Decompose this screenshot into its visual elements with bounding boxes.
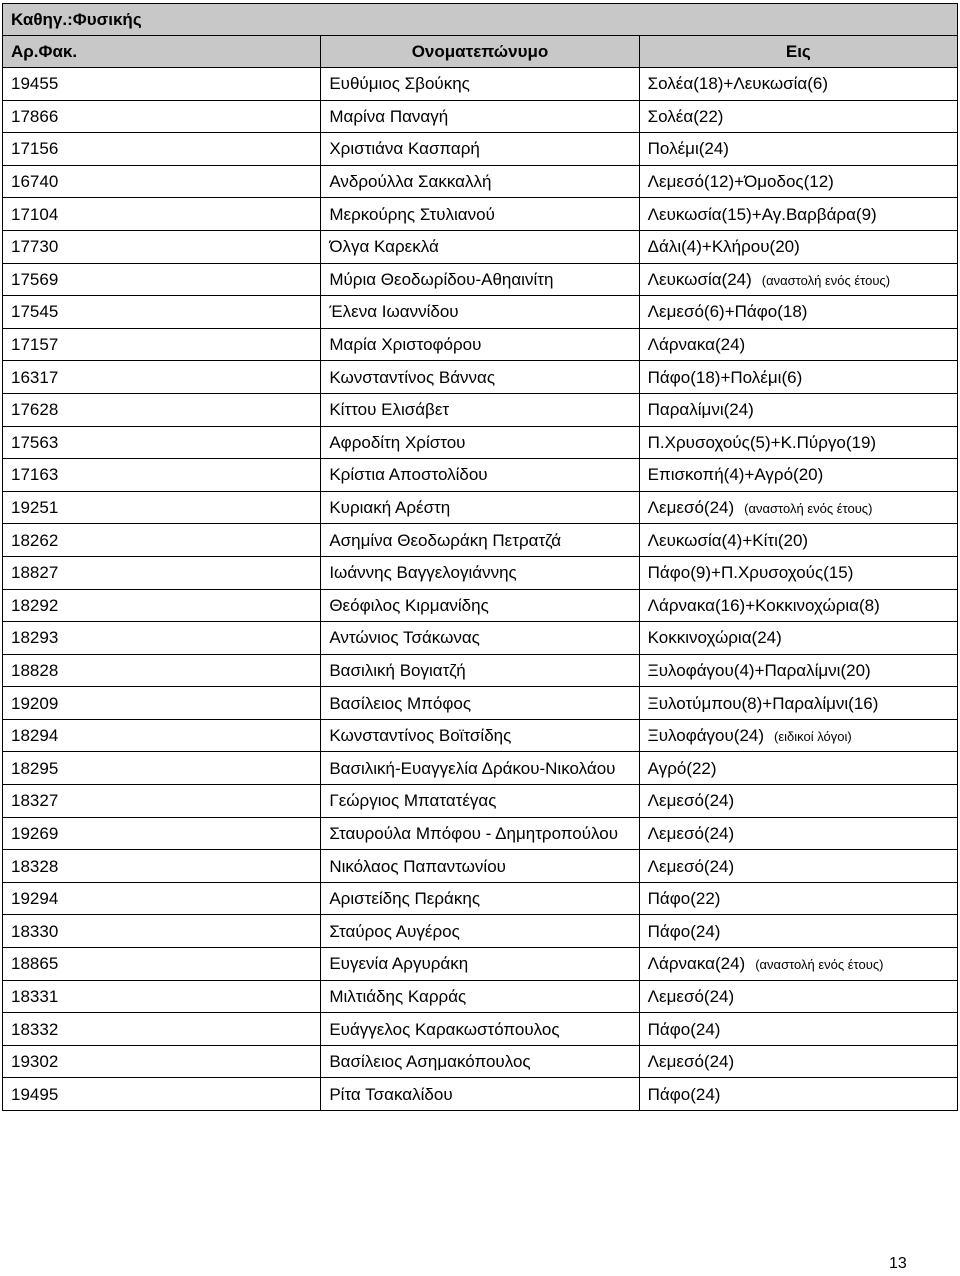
file-number-cell: 18328 [3, 850, 321, 883]
destination-text: Λεμεσό(12)+Όμοδος(12) [647, 172, 834, 192]
table-row [3, 1013, 958, 1046]
destination-cell [639, 296, 957, 329]
full-name-cell: Βασιλική-Ευαγγελία Δράκου-Νικολάου [321, 752, 639, 785]
file-number-cell: 18827 [3, 556, 321, 589]
full-name-cell: Μαρίνα Παναγή [321, 100, 639, 133]
file-number-cell: 18327 [3, 785, 321, 818]
table-row [3, 850, 958, 883]
file-number-cell: 19302 [3, 1045, 321, 1078]
file-number-cell: 16740 [3, 165, 321, 198]
destination-text: Πάφο(24) [647, 1019, 721, 1039]
table-row [3, 980, 958, 1013]
table-row [3, 915, 958, 948]
destination-text: Σολέα(22) [647, 106, 724, 126]
full-name-cell: Κίττου Ελισάβετ [321, 393, 639, 426]
full-name-cell: Βασίλειος Ασημακόπουλος [321, 1045, 639, 1078]
destination-text: Πάφο(9)+Π.Χρυσοχούς(15) [647, 563, 854, 583]
destination-cell [639, 491, 957, 524]
destination-cell [639, 68, 957, 101]
table-row [3, 296, 958, 329]
destination-text: Λάρνακα(16)+Κοκκινοχώρια(8) [647, 595, 880, 615]
table-row [3, 654, 958, 687]
destination-cell [639, 459, 957, 492]
table-row [3, 589, 958, 622]
full-name-cell: Κωνσταντίνος Βοϊτσίδης [321, 719, 639, 752]
destination-text: Πάφο(18)+Πολέμι(6) [647, 367, 803, 387]
full-name-cell: Κωνσταντίνος Βάννας [321, 361, 639, 394]
file-number-cell: 19269 [3, 817, 321, 850]
file-number-cell: 18865 [3, 948, 321, 981]
table-row [3, 68, 958, 101]
file-number-cell: 18295 [3, 752, 321, 785]
full-name-cell: Σταύρος Αυγέρος [321, 915, 639, 948]
table-body [3, 4, 958, 1111]
destination-cell [639, 1078, 957, 1111]
full-name-cell: Μιλτιάδης Καρράς [321, 980, 639, 1013]
destination-text: Σολέα(18)+Λευκωσία(6) [647, 74, 829, 94]
destination-text: Αγρό(22) [647, 758, 717, 778]
table-row [3, 426, 958, 459]
file-number-cell: 17163 [3, 459, 321, 492]
table-row [3, 263, 958, 296]
file-number-cell: 17628 [3, 393, 321, 426]
destination-text: Πάφο(24) [647, 921, 721, 941]
full-name-cell: Βασιλική Βογιατζή [321, 654, 639, 687]
file-number-cell: 19209 [3, 687, 321, 720]
destination-cell [639, 524, 957, 557]
destination-cell [639, 915, 957, 948]
full-name-cell: Αντώνιος Τσάκωνας [321, 622, 639, 655]
destination-cell [639, 654, 957, 687]
category-label: Καθηγ.:Φυσικής [3, 4, 958, 36]
destination-text: Δάλι(4)+Κλήρου(20) [647, 237, 800, 257]
destination-text: Λεμεσό(6)+Πάφο(18) [647, 302, 808, 322]
destination-cell [639, 948, 957, 981]
table-row [3, 459, 958, 492]
table-row [3, 556, 958, 589]
destination-cell [639, 622, 957, 655]
destination-text: Ξυλοφάγου(4)+Παραλίμνι(20) [647, 660, 871, 680]
file-number-cell: 17569 [3, 263, 321, 296]
full-name-cell: Κυριακή Αρέστη [321, 491, 639, 524]
destination-cell [639, 882, 957, 915]
file-number-cell: 17730 [3, 230, 321, 263]
full-name-cell: Θεόφιλος Κιρμανίδης [321, 589, 639, 622]
destination-cell [639, 556, 957, 589]
destination-text: Ξυλοτύμπου(8)+Παραλίμνι(16) [647, 693, 879, 713]
table-row [3, 328, 958, 361]
destination-text: Κοκκινοχώρια(24) [647, 628, 782, 648]
full-name-cell: Ασημίνα Θεοδωράκη Πετρατζά [321, 524, 639, 557]
full-name-cell: Ιωάννης Βαγγελογιάννης [321, 556, 639, 589]
full-name-cell: Έλενα Ιωαννίδου [321, 296, 639, 329]
destination-cell [639, 785, 957, 818]
destination-text: Επισκοπή(4)+Αγρό(20) [647, 465, 824, 485]
full-name-cell: Κρίστια Αποστολίδου [321, 459, 639, 492]
destination-text: Πολέμι(24) [647, 139, 729, 159]
destination-text: Πάφο(24) [647, 1084, 721, 1104]
destination-text: Πάφο(22) [647, 889, 721, 909]
file-number-cell: 18292 [3, 589, 321, 622]
destination-cell [639, 687, 957, 720]
destination-text: Λευκωσία(4)+Κίτι(20) [647, 530, 809, 550]
file-number-cell: 18332 [3, 1013, 321, 1046]
full-name-cell: Γεώργιος Μπατατέγας [321, 785, 639, 818]
destination-text: Π.Χρυσοχούς(5)+Κ.Πύργο(19) [647, 432, 877, 452]
file-number-cell: 19294 [3, 882, 321, 915]
file-number-cell: 19495 [3, 1078, 321, 1111]
table-row [3, 393, 958, 426]
table-row [3, 817, 958, 850]
full-name-cell: Αριστείδης Περάκης [321, 882, 639, 915]
full-name-cell: Ευάγγελος Καρακωστόπουλος [321, 1013, 639, 1046]
destination-text: Λεμεσό(24) [647, 791, 735, 811]
destination-text: Λεμεσό(24) [647, 498, 735, 518]
table-row [3, 687, 958, 720]
destination-cell [639, 393, 957, 426]
file-number-cell: 19455 [3, 68, 321, 101]
file-number-cell: 17545 [3, 296, 321, 329]
destination-cell [639, 850, 957, 883]
destination-cell [639, 817, 957, 850]
full-name-cell: Σταυρούλα Μπόφου - Δημητροπούλου [321, 817, 639, 850]
table-row [3, 752, 958, 785]
file-number-cell: 18294 [3, 719, 321, 752]
full-name-cell: Ρίτα Τσακαλίδου [321, 1078, 639, 1111]
full-name-cell: Μαρία Χριστοφόρου [321, 328, 639, 361]
destination-cell [639, 198, 957, 231]
header-destination: Εις [639, 36, 957, 68]
destination-text: Ξυλοφάγου(24) [647, 726, 765, 746]
destination-cell [639, 1013, 957, 1046]
destination-cell [639, 133, 957, 166]
full-name-cell: Ανδρούλλα Σακκαλλή [321, 165, 639, 198]
destination-text: Παραλίμνι(24) [647, 400, 754, 420]
table-row [3, 948, 958, 981]
destination-text: Λευκωσία(24) [647, 269, 752, 289]
destination-cell [639, 100, 957, 133]
header-file-number: Αρ.Φακ. [3, 36, 321, 68]
destination-text: Λεμεσό(24) [647, 823, 735, 843]
file-number-cell: 18262 [3, 524, 321, 557]
full-name-cell: Χριστιάνα Κασπαρή [321, 133, 639, 166]
file-number-cell: 16317 [3, 361, 321, 394]
table-row [3, 491, 958, 524]
destination-note: (αναστολή ενός έτους) [755, 957, 884, 973]
full-name-cell: Νικόλαος Παπαντωνίου [321, 850, 639, 883]
destination-cell [639, 263, 957, 296]
destination-text: Λάρνακα(24) [647, 335, 746, 355]
file-number-cell: 17156 [3, 133, 321, 166]
table-row [3, 1078, 958, 1111]
header-row [3, 36, 958, 68]
file-number-cell: 18330 [3, 915, 321, 948]
category-row [3, 4, 958, 36]
file-number-cell: 17104 [3, 198, 321, 231]
header-full-name: Ονοματεπώνυμο [321, 36, 639, 68]
full-name-cell: Ευθύμιος Σβούκης [321, 68, 639, 101]
full-name-cell: Αφροδίτη Χρίστου [321, 426, 639, 459]
destination-cell [639, 719, 957, 752]
table-row [3, 622, 958, 655]
destination-note: (ειδικοί λόγοι) [774, 729, 852, 745]
destination-cell [639, 589, 957, 622]
full-name-cell: Όλγα Καρεκλά [321, 230, 639, 263]
table-row [3, 100, 958, 133]
file-number-cell: 19251 [3, 491, 321, 524]
table-row [3, 165, 958, 198]
destination-text: Λεμεσό(24) [647, 1052, 735, 1072]
transfers-table [2, 3, 958, 1111]
full-name-cell: Ευγενία Αργυράκη [321, 948, 639, 981]
full-name-cell: Μερκούρης Στυλιανού [321, 198, 639, 231]
destination-cell [639, 328, 957, 361]
table-row [3, 133, 958, 166]
destination-cell [639, 361, 957, 394]
full-name-cell: Μύρια Θεοδωρίδου-Αθηαινίτη [321, 263, 639, 296]
destination-text: Λάρνακα(24) [647, 954, 746, 974]
destination-cell [639, 980, 957, 1013]
destination-cell [639, 230, 957, 263]
table-row [3, 882, 958, 915]
table-row [3, 230, 958, 263]
file-number-cell: 18828 [3, 654, 321, 687]
table-row [3, 785, 958, 818]
file-number-cell: 17157 [3, 328, 321, 361]
page-number: 13 [889, 1255, 907, 1272]
file-number-cell: 17866 [3, 100, 321, 133]
table-row [3, 361, 958, 394]
destination-note: (αναστολή ενός έτους) [761, 272, 891, 288]
destination-text: Λεμεσό(24) [647, 986, 735, 1006]
destination-cell [639, 752, 957, 785]
table-row [3, 1045, 958, 1078]
destination-text: Λευκωσία(15)+Αγ.Βαρβάρα(9) [647, 204, 877, 224]
destination-text: Λεμεσό(24) [647, 856, 735, 876]
destination-cell [639, 1045, 957, 1078]
file-number-cell: 18331 [3, 980, 321, 1013]
destination-note: (αναστολή ενός έτους) [744, 501, 873, 517]
destination-cell [639, 426, 957, 459]
table-row [3, 719, 958, 752]
full-name-cell: Βασίλειος Μπόφος [321, 687, 639, 720]
file-number-cell: 17563 [3, 426, 321, 459]
destination-cell [639, 165, 957, 198]
table-row [3, 198, 958, 231]
file-number-cell: 18293 [3, 622, 321, 655]
table-row [3, 524, 958, 557]
